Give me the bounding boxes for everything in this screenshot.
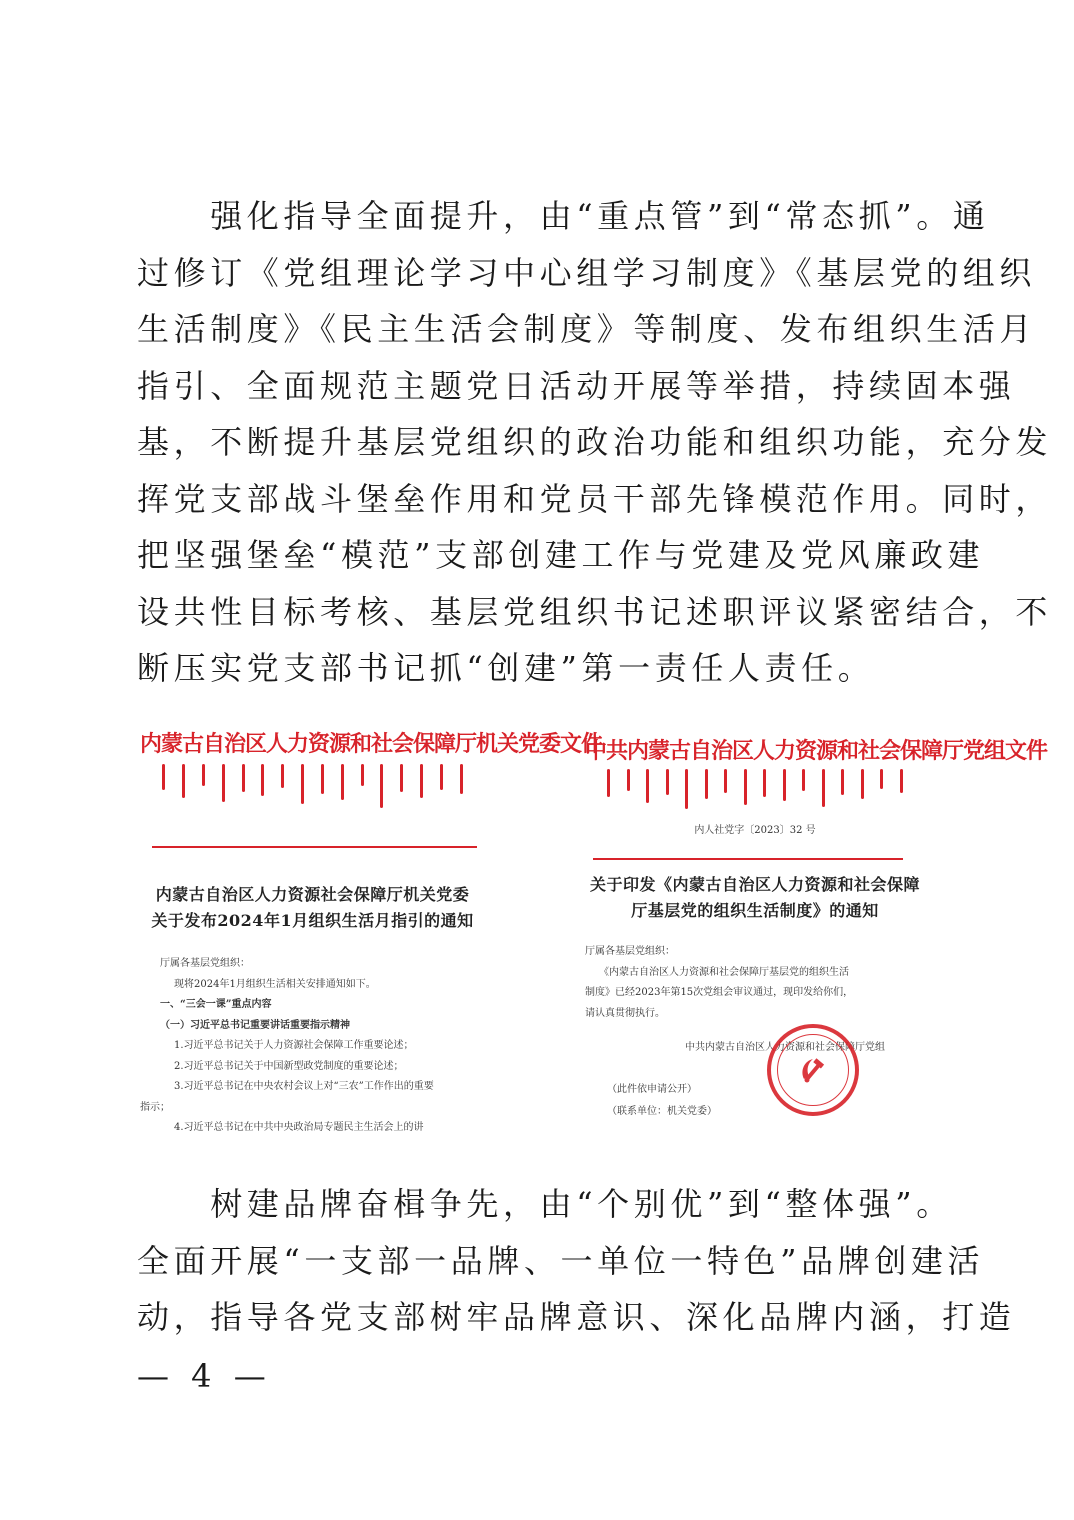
document-number: 内人社党字〔2023〕32 号 — [694, 825, 816, 836]
document-title-line: 关于发布2024年1月组织生活月指引的通知 — [151, 911, 474, 930]
document-note-line: （此件依申请公开） — [607, 1083, 697, 1095]
document-body-line: 1.习近平总书记关于人力资源社会保障工作重要论述； — [174, 1040, 414, 1051]
mongolian-script-line — [140, 764, 485, 816]
paragraph-2 — [137, 1176, 1016, 1346]
document-images-figure — [140, 715, 1048, 1155]
document-red-header: 中共内蒙古自治区人力资源和社会保障厅党组文件 — [585, 738, 1048, 764]
paragraph-line: 动，指导各党支部树牢品牌意识、深化品牌内涵，打造 — [137, 1298, 1016, 1336]
document-body-line: 4.习近平总书记在中共中央政治局专题民主生活会上的讲 — [174, 1122, 424, 1133]
document-title — [140, 882, 485, 934]
hammer-sickle-icon — [796, 1053, 830, 1087]
document-body-line: 《内蒙古自治区人力资源和社会保障厅基层党的组织生活 — [599, 966, 849, 978]
document-title — [585, 872, 925, 924]
document-body-line: （一）习近平总书记重要讲话重要指示精神 — [160, 1019, 350, 1031]
left-document-image — [140, 715, 603, 1139]
red-divider — [593, 858, 903, 860]
document-title-line: 关于印发《内蒙古自治区人力资源和社会保障 — [589, 875, 920, 894]
right-document-image — [585, 715, 1048, 1123]
official-seal-icon — [767, 1024, 859, 1116]
document-body-line: 请认真贯彻执行。 — [585, 1007, 665, 1019]
document-signer: 中共内蒙古自治区人力资源和社会保障厅党组 — [685, 1042, 885, 1053]
document-note-line: （联系单位：机关党委） — [607, 1105, 717, 1117]
paragraph-line: 断压实党支部书记抓“创建”第一责任人责任。 — [137, 649, 875, 687]
paragraph-line: 指引、全面规范主题党日活动开展等举措，持续固本强 — [137, 366, 1016, 405]
document-body-line: 3.习近平总书记在中央农村会议上对“三农”工作作出的重要 — [174, 1081, 434, 1092]
paragraph-line: 生活制度》《民主生活会制度》等制度、发布组织生活月 — [137, 310, 1037, 348]
paragraph-line: 基，不断提升基层党组织的政治功能和组织功能，充分发 — [137, 423, 1053, 461]
document-body-line: 2.习近平总书记关于中国新型政党制度的重要论述； — [174, 1060, 404, 1072]
document-body — [585, 942, 925, 1123]
document-body-line: 现将2024年1月组织生活相关安排通知如下。 — [174, 978, 376, 990]
page-number: — 4 — — [137, 1357, 272, 1395]
paragraph-line: 挥党支部战斗堡垒作用和党员干部先锋模范作用。同时， — [137, 479, 1053, 518]
paragraph-1 — [137, 188, 1053, 697]
document-red-header: 内蒙古自治区人力资源和社会保障厅机关党委文件 — [140, 731, 603, 757]
mongolian-script-line — [585, 769, 925, 815]
paragraph-line: 过修订《党组理论学习中心组学习制度》《基层党的组织 — [137, 253, 1037, 292]
paragraph-line: 树建品牌奋楫争先，由“个别优”到“整体强”。 — [137, 1185, 953, 1223]
document-title-line: 内蒙古自治区人力资源社会保障厅机关党委 — [155, 885, 470, 904]
paragraph-line: 把坚强堡垒“模范”支部创建工作与党建及党风廉政建 — [137, 536, 985, 574]
red-divider — [152, 846, 477, 848]
document-body-line: 制度》已经2023年第15次党组会审议通过，现印发给你们， — [585, 987, 854, 998]
document-body-line: 指示； — [140, 1101, 170, 1113]
paragraph-line: 设共性目标考核、基层党组织书记述职评议紧密结合，不 — [137, 592, 1053, 631]
document-notes — [585, 1079, 925, 1123]
document-title-line: 厅基层党的组织生活制度》的通知 — [631, 901, 879, 920]
document-body-line: 厅属各基层党组织： — [585, 946, 675, 957]
document-body-line: 一、“三会一课”重点内容 — [160, 999, 272, 1010]
document-body-line: 厅属各基层党组织： — [160, 958, 250, 969]
paragraph-line: 强化指导全面提升，由“重点管”到“常态抓”。通 — [137, 197, 990, 235]
document-body — [140, 954, 485, 1139]
paragraph-line: 全面开展“一支部一品牌、一单位一特色”品牌创建活 — [137, 1241, 985, 1280]
